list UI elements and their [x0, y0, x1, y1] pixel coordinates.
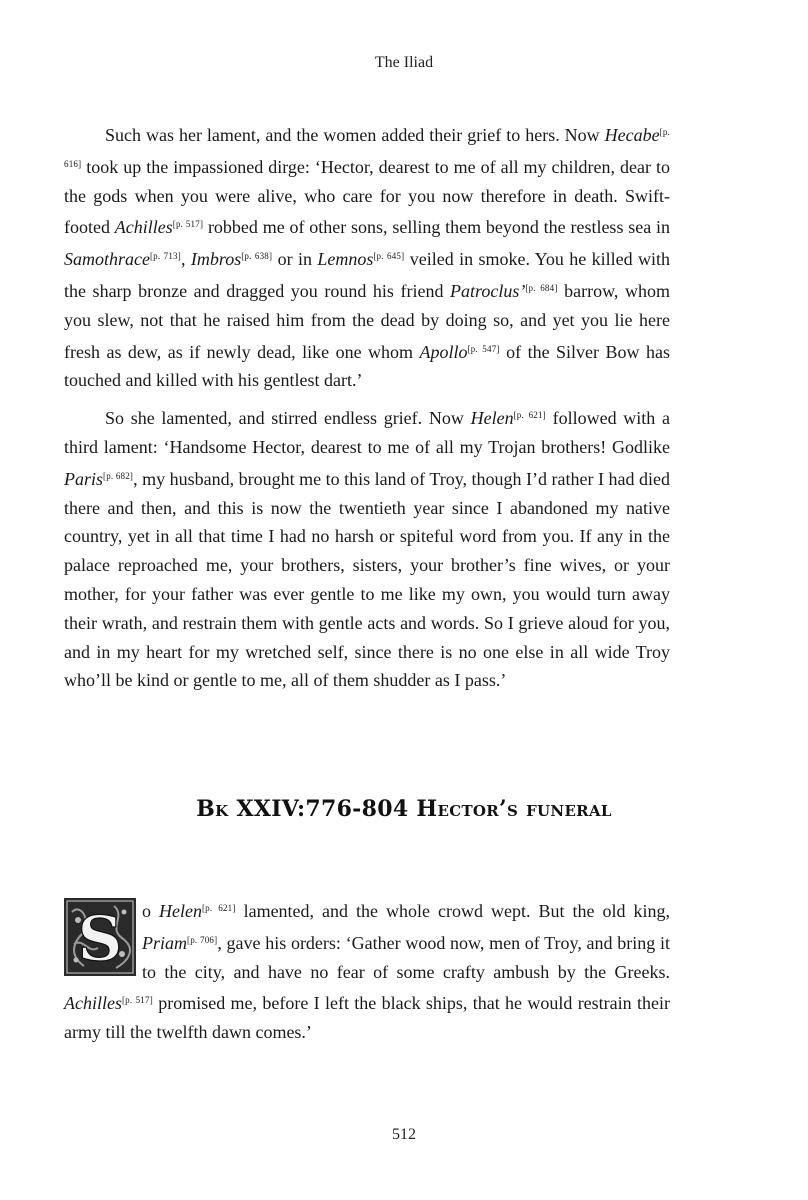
text-run: So she lamented, and stirred endless grief. Now — [105, 408, 471, 429]
page-reference[interactable]: [p. 517] — [172, 219, 204, 230]
page-reference[interactable]: [p. 547] — [467, 343, 500, 354]
text-block — [64, 894, 670, 1053]
name-link-helen[interactable]: Helen — [470, 408, 514, 429]
page-reference[interactable]: [p. 517] — [121, 995, 153, 1006]
name-link-helen[interactable]: Helen — [159, 901, 202, 921]
name-link-achilles[interactable]: Achilles — [64, 993, 122, 1014]
text-run: of the Silver Bow has touched and killed with his gentlest dart.’ — [64, 341, 670, 391]
paragraph-hecabe-lament — [64, 118, 670, 395]
page-number: 512 — [392, 1126, 416, 1143]
page-reference[interactable]: [p. 682] — [103, 470, 134, 481]
running-head: The Iliad — [374, 54, 434, 71]
name-link-samothrace[interactable]: Samothrace — [64, 249, 150, 270]
name-link-lemnos[interactable]: Lemnos — [317, 249, 374, 270]
text-run: barrow, whom you slew, not that he raised him from the dead by doing so, and yet you lie here fresh as dew, as if newly dead, like one whom — [64, 280, 670, 362]
name-link-priam[interactable]: Priam — [142, 932, 187, 953]
page-reference[interactable]: [p. 621] — [513, 410, 546, 421]
drop-cap-ornament-graphic — [64, 898, 136, 976]
paragraph-helen-lament — [64, 401, 670, 695]
page-reference[interactable]: [p. 684] — [525, 282, 558, 293]
page-reference[interactable]: [p. 616] — [64, 127, 670, 169]
page-reference[interactable]: [p. 713] — [149, 251, 181, 262]
drop-cap-letter: S — [77, 902, 123, 975]
text-run: Such was her lament, and the women added their grief to hers. Now — [105, 125, 605, 145]
name-link-achilles[interactable]: Achilles — [114, 217, 173, 238]
text-run: lamented, and the whole crowd wept. But the old king, — [235, 901, 670, 921]
text-run: or in — [272, 249, 318, 270]
name-link-apollo[interactable]: Apollo — [419, 341, 468, 362]
name-link-imbros[interactable]: Imbros — [190, 249, 242, 270]
text-run: followed with a third lament: ‘Handsome Hector, dearest to me of all my Trojan brothers! Godlike — [64, 408, 670, 457]
page-reference[interactable]: [p. 645] — [373, 251, 405, 262]
page-reference[interactable]: [p. 638] — [241, 251, 273, 262]
text-block — [64, 118, 670, 701]
paragraph-hectors-funeral — [64, 894, 670, 1047]
text-run: robbed me of other sons, selling them beyond the restless sea in — [203, 217, 671, 238]
section-heading: Bk XXIV:776-804 Hector’s funeral — [196, 796, 612, 822]
text-run: , — [180, 249, 191, 270]
page-reference[interactable]: [p. 706] — [187, 934, 218, 945]
text-run: , my husband, brought me to this land of Troy, though I’d rather I had died there and then, and this is now the twentieth year since I abandoned my native country, yet in all that time I had no harsh or spiteful word from you. If any in the palace reproached me, your brothers, sisters, your brother’s fine wives, or your mother, for your father was ever gentle to me like my own, you would turn away their wrath, and restrain them with gentle acts and words. So I grieve aloud for you, and in my heart for my wretched self, since there is no one else in all wide Troy who’ll be kind or gentle to me, all of them shudder as I pass.’ — [64, 468, 670, 691]
text-run: promised me, before I left the black ships, that he would restrain their army till the twelfth dawn comes.’ — [64, 993, 670, 1043]
name-link-hecabe[interactable]: Hecabe — [604, 125, 660, 145]
text-run: o — [142, 901, 159, 921]
page-reference[interactable]: [p. 621] — [201, 903, 236, 913]
drop-cap-ornament — [64, 898, 136, 976]
text-run: , gave his orders: ‘Gather wood now, men of Troy, and bring it to the city, and have no fear of some crafty ambush by the Greeks. — [142, 932, 670, 982]
name-link-patroclus[interactable]: Patroclus’ — [450, 280, 526, 301]
text-run: veiled in smoke. You he killed with the sharp bronze and dragged you round his friend — [64, 249, 670, 301]
text-run: took up the impassioned dirge: ‘Hector, dearest to me of all my children, dear to the gods when you were alive, who care for you now therefore in death. Swift-footed — [64, 156, 670, 238]
name-link-paris[interactable]: Paris — [64, 468, 104, 489]
